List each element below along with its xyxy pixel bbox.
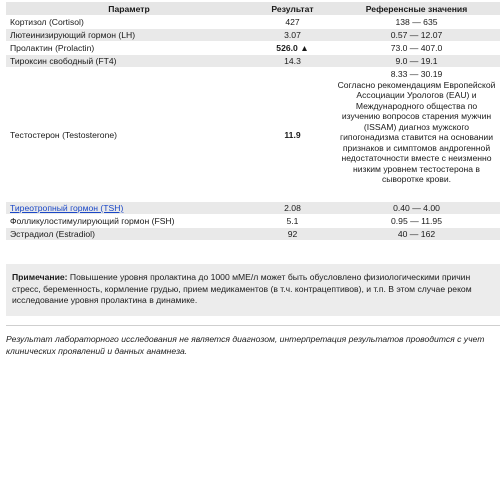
reference-range-with-note bbox=[333, 68, 500, 202]
note-line bbox=[12, 272, 500, 284]
header-parameter: Параметр bbox=[6, 2, 252, 16]
note-line: исследование уровня пролактина в динамике. bbox=[12, 295, 198, 305]
reference-range: 9.0 — 19.1 bbox=[333, 55, 500, 68]
param-name: Тестостерон (Testosterone) bbox=[6, 68, 252, 202]
result-value: 14.3 bbox=[252, 55, 333, 68]
param-name: Эстрадиол (Estradiol) bbox=[6, 228, 252, 241]
result-value: 92 bbox=[252, 228, 333, 241]
table-row bbox=[6, 228, 500, 241]
reference-range: 40 — 162 bbox=[333, 228, 500, 241]
tsh-link[interactable]: Тиреотропный гормон (TSH) bbox=[10, 203, 124, 213]
table-row bbox=[6, 29, 500, 42]
results-table bbox=[6, 2, 500, 241]
param-name: Пролактин (Prolactin) bbox=[6, 42, 252, 55]
result-value: 5.1 bbox=[252, 215, 333, 228]
table-row bbox=[6, 202, 500, 215]
param-name: Кортизол (Cortisol) bbox=[6, 16, 252, 29]
result-value: 3.07 bbox=[252, 29, 333, 42]
table-row bbox=[6, 215, 500, 228]
param-name: Лютеинизирующий гормон (LH) bbox=[6, 29, 252, 42]
disclaimer-line: Результат лабораторного исследования не является диагнозом, интерпретация результатов проводится с учет bbox=[6, 334, 485, 344]
reference-range: 0.57 — 12.07 bbox=[333, 29, 500, 42]
disclaimer bbox=[6, 333, 500, 357]
note-line: стресс, беременность, кормление грудью, прием медикаментов (в т.ч. контрацептивов), и т.п. В этом случае реком bbox=[12, 283, 472, 294]
disclaimer-line: клинических проявлений и данных анамнеза. bbox=[6, 346, 188, 356]
note-label: Примечание: bbox=[12, 272, 68, 282]
reference-range: 73.0 — 407.0 bbox=[333, 42, 500, 55]
param-name-link bbox=[6, 202, 252, 215]
reference-range: 8.33 — 30.19 bbox=[390, 69, 443, 79]
param-name: Тироксин свободный (FT4) bbox=[6, 55, 252, 68]
result-value: 11.9 bbox=[252, 68, 333, 202]
reference-note: Согласно рекомендациям Европейской Ассоциации Урологов (EAU) и Международного общества по изучению вопросов старения мужчин (ISSAM) диагноз мужского гипогонадизма ставится на основании признаков и симптомов андрогенной недостаточности вместе с неизменно низким уровнем тестостерона в сыворотке крови. bbox=[337, 79, 496, 184]
reference-range: 0.40 — 4.00 bbox=[333, 202, 500, 215]
result-value: 2.08 bbox=[252, 202, 333, 215]
table-row bbox=[6, 16, 500, 29]
result-value: 427 bbox=[252, 16, 333, 29]
reference-range: 0.95 — 11.95 bbox=[333, 215, 500, 228]
table-row bbox=[6, 42, 500, 55]
header-result: Результат bbox=[252, 2, 333, 16]
param-name: Фолликулостимулирующий гормон (FSH) bbox=[6, 215, 252, 228]
header-reference: Референсные значения bbox=[333, 2, 500, 16]
reference-range: 138 — 635 bbox=[333, 16, 500, 29]
table-header-row bbox=[6, 2, 500, 16]
table-row bbox=[6, 68, 500, 202]
divider bbox=[6, 325, 500, 326]
table-row bbox=[6, 55, 500, 68]
note-box bbox=[6, 264, 500, 316]
result-value-elevated: 526.0 ▲ bbox=[252, 42, 333, 55]
note-text: Повышение уровня пролактина до 1000 мМЕ/л может быть обусловлено физиологическими причин bbox=[69, 272, 471, 282]
